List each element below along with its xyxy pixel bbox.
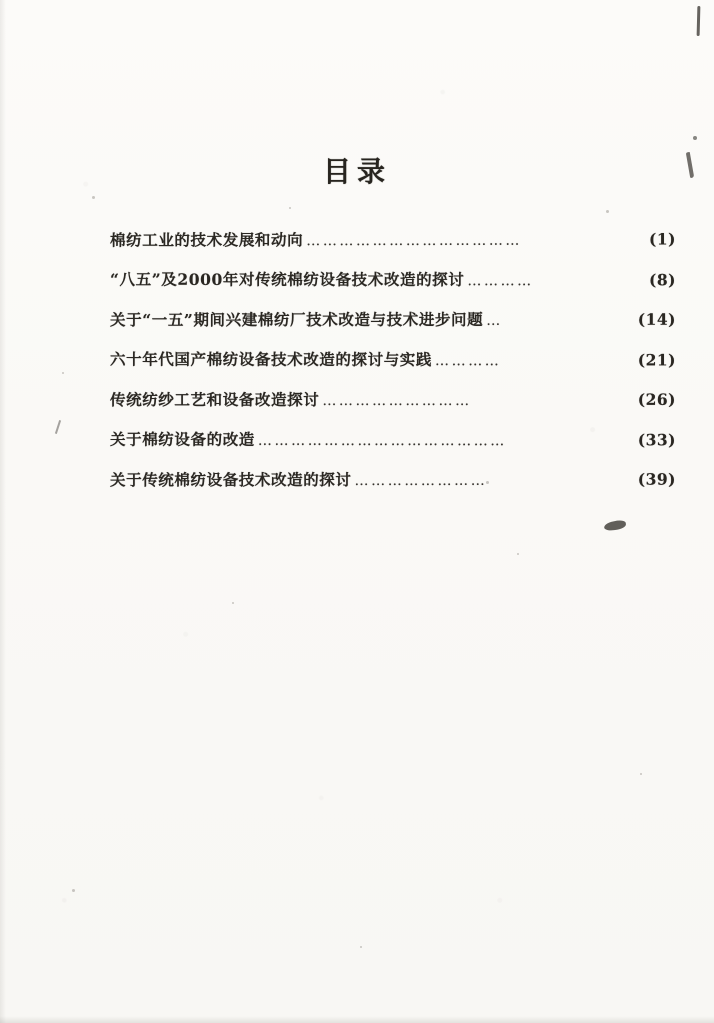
toc-leader-dots: ……………………… bbox=[322, 392, 472, 410]
toc-entry[interactable] bbox=[110, 227, 676, 250]
paper-speck bbox=[517, 553, 519, 555]
paper-speck bbox=[289, 207, 291, 209]
toc-leader-dots: ………… bbox=[467, 273, 534, 290]
toc-leader-dots: ………… bbox=[435, 353, 502, 370]
toc-leader-dots: ………………………………… bbox=[306, 232, 523, 250]
toc-entry-title: 传统纺纱工艺和设备改造探讨 bbox=[109, 390, 320, 410]
toc-entry-title: 关于“一五”期间兴建棉纺厂技术改造与技术进步问题 bbox=[109, 309, 484, 330]
table-of-contents bbox=[110, 228, 676, 508]
toc-entry-page: (33) bbox=[637, 430, 677, 450]
page-title: 目录 bbox=[322, 155, 391, 188]
ink-tick-mark bbox=[55, 420, 61, 434]
toc-entry[interactable] bbox=[110, 388, 676, 410]
page-edge-shadow-bottom bbox=[0, 1016, 714, 1023]
paper-speck bbox=[640, 773, 642, 775]
toc-leader-dots: ……………………………………… bbox=[257, 432, 507, 450]
toc-entry-page: (1) bbox=[649, 229, 677, 249]
toc-entry-title: 棉纺工业的技术发展和动向 bbox=[109, 230, 304, 250]
toc-entry-page: (39) bbox=[637, 469, 677, 489]
toc-entry-page: (21) bbox=[637, 350, 677, 370]
toc-entry[interactable] bbox=[110, 468, 676, 491]
paper-speck bbox=[360, 946, 362, 948]
toc-entry[interactable] bbox=[110, 308, 676, 331]
toc-entry[interactable] bbox=[110, 348, 676, 371]
ink-dot-mark bbox=[693, 136, 697, 140]
toc-entry-page: (14) bbox=[637, 309, 677, 329]
toc-entry-title: “八五”及2000年对传统棉纺设备技术改造的探讨 bbox=[109, 269, 465, 290]
toc-entry-title: 关于传统棉纺设备技术改造的探讨 bbox=[109, 470, 352, 490]
toc-leader-dots: …………………… bbox=[354, 472, 488, 490]
ink-streak-mark bbox=[697, 6, 701, 36]
paper-speck bbox=[232, 602, 234, 604]
toc-leader-dots: … bbox=[486, 312, 503, 329]
ink-blob-mark bbox=[603, 520, 626, 532]
paper-speck bbox=[62, 372, 64, 374]
toc-entry[interactable] bbox=[110, 268, 676, 290]
toc-entry-title: 六十年代国产棉纺设备技术改造的探讨与实践 bbox=[109, 349, 433, 370]
toc-entry-title: 关于棉纺设备的改造 bbox=[109, 429, 255, 449]
toc-entry-page: (8) bbox=[649, 270, 677, 290]
paper-speck bbox=[606, 210, 609, 213]
paper-speck bbox=[72, 889, 75, 892]
paper-speck bbox=[92, 196, 95, 199]
toc-entry-page: (26) bbox=[637, 389, 677, 409]
toc-entry[interactable] bbox=[110, 428, 676, 451]
